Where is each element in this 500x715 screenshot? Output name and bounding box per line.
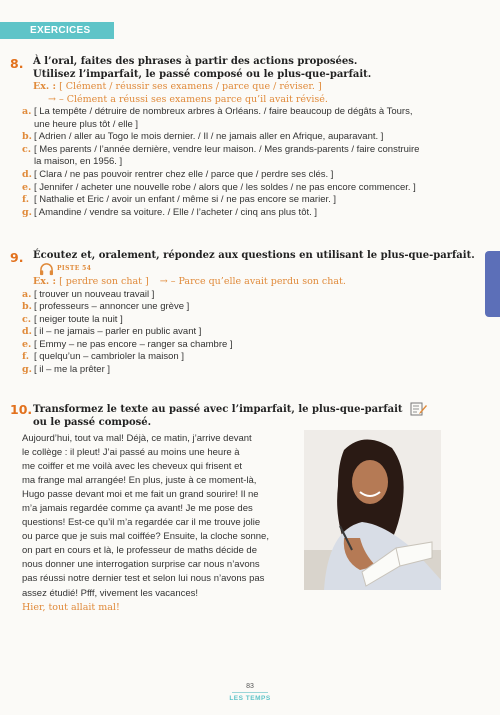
page-number: 83 (246, 683, 254, 690)
model-answer-start: Hier, tout allait mal! (22, 601, 120, 613)
item-text: [ il – me la prêter ] (34, 364, 111, 376)
text-line: ou parce que je suis mal coiffée? Ensuite, la cloche sonne, (22, 531, 269, 543)
write-icon (410, 402, 428, 417)
example-prompt (33, 81, 478, 94)
exercise-title-text: Écoutez et, oralement, répondez aux questions en utilisant le plus-que-parfait. (33, 250, 475, 261)
item-letter: e. (22, 181, 32, 193)
example-label: Ex. : (33, 81, 57, 92)
item-letter: c. (22, 313, 32, 325)
exercise-9 (10, 250, 478, 377)
text-line: Aujourd’hui, tout va mal! Déjà, ce matin, j’arrive devant (22, 432, 252, 444)
item-letter: b. (22, 301, 32, 313)
headphones-icon (39, 263, 54, 276)
example-label: Ex. : (33, 276, 57, 287)
example-prompt-text: [ perdre son chat ] (59, 276, 149, 287)
item-text: [ Emmy – ne pas encore – ranger sa chambre ] (34, 338, 233, 350)
exercise-item (22, 131, 478, 144)
item-text: [ La tempête / détruire de nombreux arbres à Orléans. / faire beaucoup de dégâts à Tours, (34, 106, 413, 117)
exercise-item (22, 144, 478, 169)
item-letter: a. (22, 288, 32, 300)
text-line: Hugo passe devant moi et me fait un grand sourire! Il ne (22, 488, 259, 500)
item-letter: g. (22, 206, 32, 218)
item-letter: f. (22, 351, 30, 363)
exercise-item (22, 289, 478, 302)
item-text: [ professeurs – annoncer une grève ] (34, 301, 190, 313)
item-text: [ il – ne jamais – parler en public avant ] (34, 326, 202, 338)
girl-reading-illustration (304, 430, 441, 590)
text-line: ma frange mal arrangée! En plus, juste à ce moment-là, (22, 474, 257, 486)
text-line: on part en cours et là, le professeur de maths décide de (22, 545, 257, 557)
audio-track-badge (39, 263, 91, 276)
track-number: PISTE 54 (57, 264, 92, 272)
exercise-item (22, 169, 478, 182)
student-reading-photo (304, 430, 441, 590)
exercise-title: ou le passé composé. (33, 417, 152, 428)
text-line: nous donner une interrogation surprise car nous n’avons (22, 559, 260, 571)
chapter-side-tab (485, 251, 500, 317)
exercise-title-text: Transformez le texte au passé avec l’imparfait, le plus-que-parfait (33, 404, 403, 415)
exercise-item (22, 301, 478, 314)
text-line: assez étudié! Pfff, vivement les vacances! (22, 587, 199, 599)
item-text: [ Nathalie et Eric / avoir un enfant / même si / ne pas encore se marier. ] (34, 194, 337, 206)
example-prompt (33, 276, 478, 289)
exercise-number: 8. (10, 56, 24, 71)
text-line: me coiffer et me voilà avec les cheveux qui frisent et (22, 460, 243, 472)
item-list (22, 289, 478, 377)
item-text: [ Jennifer / acheter une nouvelle robe / alors que / les soldes / ne pas encore commencer. ] (34, 181, 416, 193)
item-letter: d. (22, 326, 32, 338)
chapter-name: LES TEMPS (229, 695, 271, 702)
text-line: le collège : il pleut! J’ai passé au moins une heure à (22, 446, 240, 458)
item-text: [ trouver un nouveau travail ] (34, 288, 155, 300)
text-to-transform (22, 432, 289, 601)
exercise-item (22, 351, 478, 364)
text-line: pas réussi notre dernier test et selon lui nous n’avons pas (22, 573, 265, 585)
item-letter: e. (22, 338, 32, 350)
item-letter: d. (22, 168, 32, 180)
text-line: questions! Est-ce qu’il m’a regardée car il me trouve jolie (22, 517, 261, 529)
exercise-item (22, 339, 478, 352)
exercise-item (22, 364, 478, 377)
exercise-number: 9. (10, 250, 24, 265)
item-text: [ neiger toute la nuit ] (34, 313, 123, 325)
example-prompt-text: [ Clément / réussir ses examens / parce que / réviser. ] (59, 81, 322, 92)
exercise-title (33, 402, 478, 417)
item-letter: a. (22, 106, 32, 117)
item-letter: f. (22, 194, 30, 206)
example-answer: → – Parce qu’elle avait perdu son chat. (159, 276, 346, 287)
exercise-item (22, 182, 478, 195)
exercise-item (22, 106, 478, 131)
item-list (22, 106, 478, 219)
exercise-item (22, 326, 478, 339)
exercise-title (33, 250, 478, 276)
exercise-8 (10, 56, 478, 219)
item-letter: g. (22, 364, 32, 376)
exercise-title: À l’oral, faites des phrases à partir des actions proposées. (33, 56, 358, 67)
item-letter: b. (22, 131, 32, 143)
exercise-number: 10. (10, 402, 33, 417)
item-text: une heure plus tôt / elle ] (34, 118, 139, 130)
item-text: [ Amandine / vendre sa voiture. / Elle / l’acheter / cinq ans plus tôt. ] (34, 206, 318, 218)
footer-divider (232, 692, 268, 693)
item-letter: c. (22, 143, 32, 155)
example-answer: → – Clément a réussi ses examens parce qu’il avait révisé. (48, 93, 328, 105)
exercise-title: Utilisez l’imparfait, le passé composé ou le plus-que-parfait. (33, 68, 372, 80)
exercise-item (22, 207, 478, 220)
item-text: [ Clara / ne pas pouvoir rentrer chez elle / parce que / perdre ses clés. ] (34, 168, 334, 180)
exercise-item (22, 314, 478, 327)
item-text: la maison, en 1956. ] (34, 156, 123, 168)
exercise-item (22, 194, 478, 207)
item-text: [ Adrien / aller au Togo le mois dernier. / Il / ne jamais aller en Afrique, auparavant. ] (34, 131, 384, 143)
exercices-banner: EXERCICES (0, 22, 114, 39)
text-line: m’a jamais regardée comme ça avant! Je me pose des (22, 502, 253, 514)
item-text: [ Mes parents / l’année dernière, vendre leur maison. / Mes grands-parents / faire construire (34, 143, 420, 155)
item-text: [ quelqu’un – cambrioler la maison ] (34, 351, 184, 363)
